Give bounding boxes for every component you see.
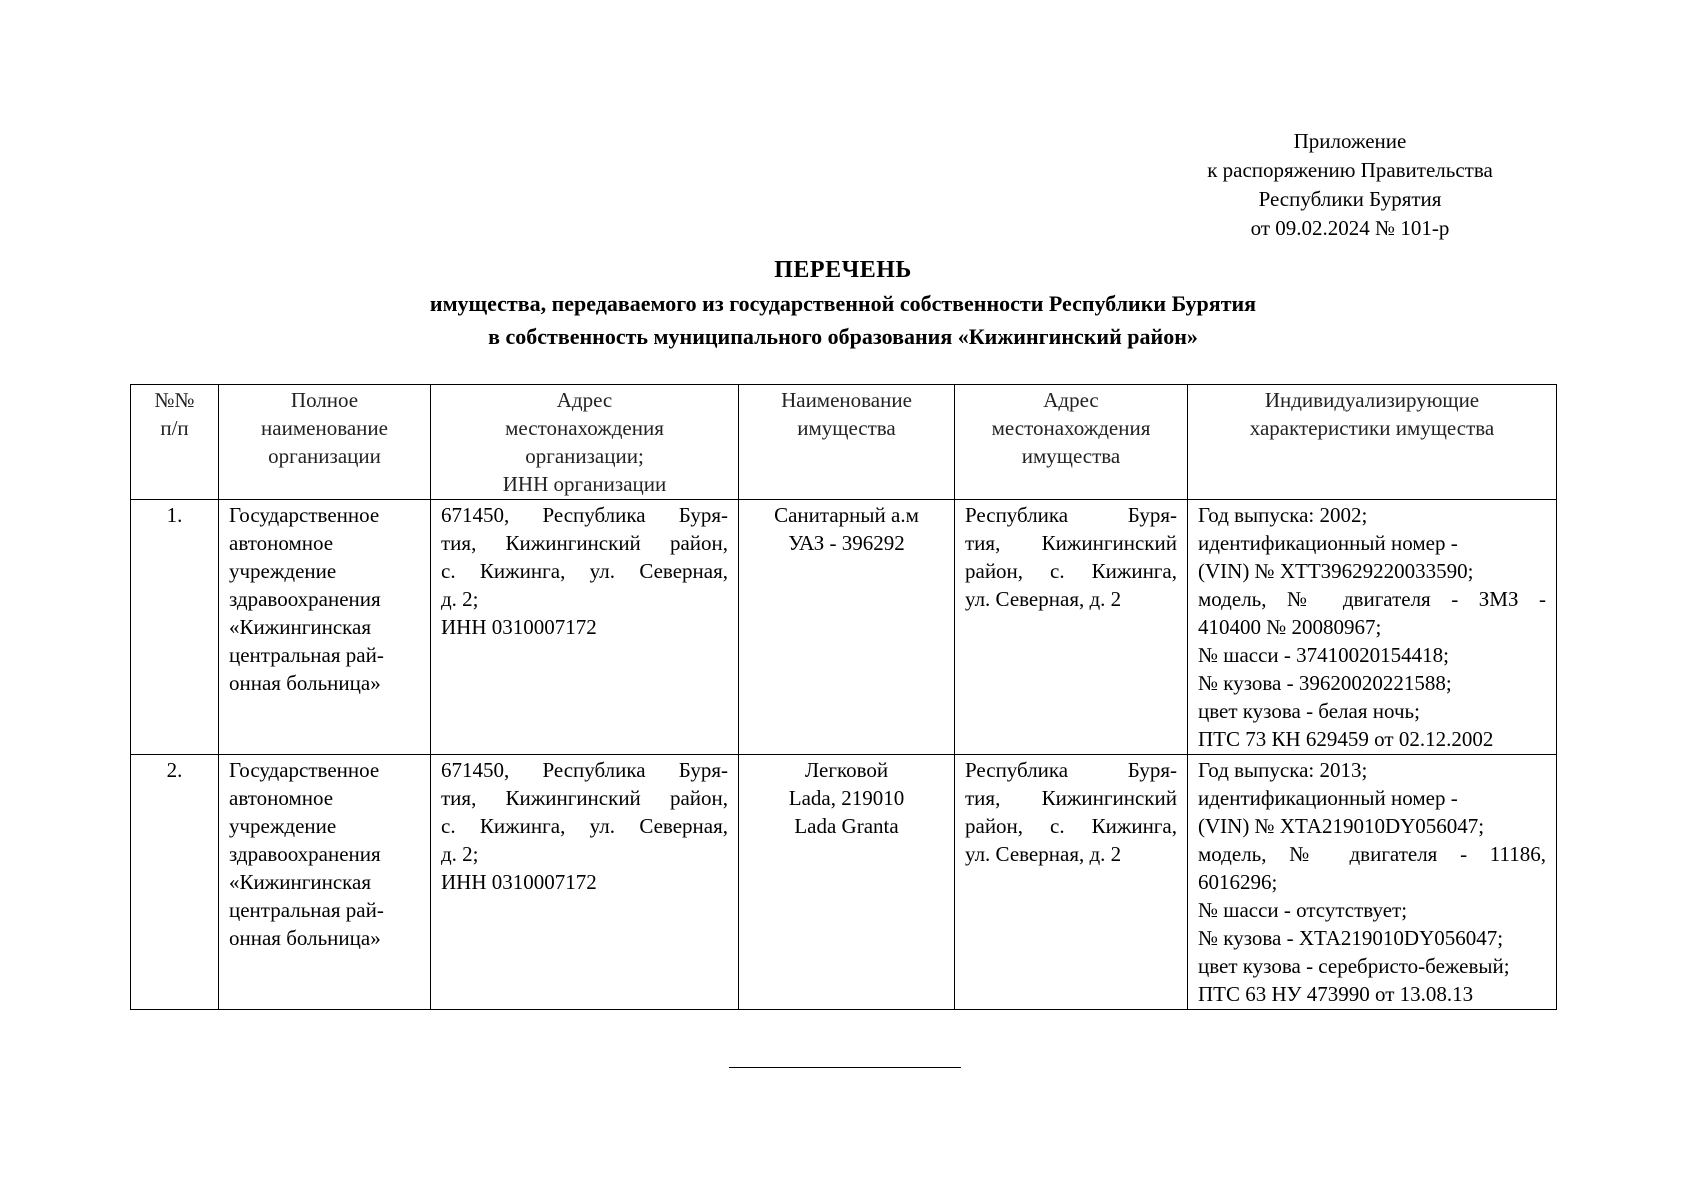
header-text: Адрес: [1043, 388, 1099, 412]
table-row: [131, 500, 1557, 755]
cell-line: учреждение: [229, 559, 337, 583]
property-characteristics: [1188, 755, 1557, 1010]
cell-line: Год выпуска: 2002;: [1198, 503, 1368, 527]
cell-line: учреждение: [229, 814, 337, 838]
row-number: 1.: [131, 500, 219, 755]
cell-line: тия, Кижингинский: [965, 531, 1177, 555]
header-number: [131, 385, 219, 500]
cell-line: тия, Кижингинский: [965, 786, 1177, 810]
table-row: [131, 755, 1557, 1010]
document-title: [130, 254, 1556, 353]
cell-line: ПТС 63 НУ 473990 от 13.08.13: [1198, 982, 1474, 1006]
cell-line: ПТС 73 КН 629459 от 02.12.2002: [1198, 727, 1494, 751]
cell-line: ул. Северная, д. 2: [965, 587, 1122, 611]
header-text: имущества: [1021, 444, 1121, 468]
cell-line: № кузова - 39620020221588;: [1198, 671, 1452, 695]
header-text: Индивидуализирующие: [1264, 388, 1480, 412]
property-characteristics: [1188, 500, 1557, 755]
cell-line: Lada, 219010: [788, 786, 905, 810]
property-name: [739, 755, 955, 1010]
organization-name: [219, 500, 431, 755]
cell-line: онная больница»: [229, 926, 381, 950]
header-property-location: [955, 385, 1188, 500]
header-text: организации: [268, 444, 381, 468]
header-text: ИНН организации: [502, 472, 667, 496]
cell-line: Государственное: [229, 503, 380, 527]
header-text: Наименование: [781, 388, 912, 412]
cell-line: (VIN) № ХТТ39629220033590;: [1198, 559, 1474, 583]
header-text: №№: [154, 388, 195, 412]
header-text: местонахождения: [505, 416, 664, 440]
header-text: организации;: [525, 444, 644, 468]
cell-line: Санитарный а.м: [774, 503, 919, 527]
cell-line: № шасси - отсутствует;: [1198, 898, 1408, 922]
cell-line: «Кижингинская: [229, 870, 372, 894]
header-characteristics: [1188, 385, 1557, 500]
cell-line: онная больница»: [229, 671, 381, 695]
cell-line: Год выпуска: 2013;: [1198, 758, 1368, 782]
cell-line: Легковой: [804, 758, 889, 782]
appendix-line: Республики Бурятия: [1258, 187, 1442, 211]
organization-address: [431, 755, 739, 1010]
header-organization-name: [219, 385, 431, 500]
title-subtitle-line: имущества, передаваемого из государственной собственности Республики Бурятия: [429, 291, 1257, 316]
header-property-name: [739, 385, 955, 500]
title-subtitle-line: в собственность муниципального образования «Кижингинский район»: [488, 324, 1198, 349]
cell-line: Республика Буря-: [965, 503, 1177, 527]
cell-line: здравоохранения: [229, 842, 381, 866]
organization-name: [219, 755, 431, 1010]
cell-line: № кузова - ХТА219010DY056047;: [1198, 926, 1504, 950]
title-main: ПЕРЕЧЕНЬ: [774, 257, 912, 283]
cell-line: идентификационный номер -: [1198, 786, 1458, 810]
header-text: местонахождения: [991, 416, 1151, 440]
cell-line: тия, Кижингинский район,: [441, 786, 728, 810]
appendix-line: от 09.02.2024 № 101-р: [1250, 216, 1450, 240]
organization-address: [431, 500, 739, 755]
cell-line: ул. Северная, д. 2: [965, 842, 1122, 866]
cell-line: с. Кижинга, ул. Северная,: [441, 814, 728, 838]
property-table: [130, 384, 1557, 1010]
cell-line: 410400 № 20080967;: [1198, 615, 1382, 639]
cell-line: ИНН 0310007172: [441, 615, 597, 639]
header-organization-address: [431, 385, 739, 500]
table-header-row: [131, 385, 1557, 500]
property-location: [955, 500, 1188, 755]
end-divider: [729, 1067, 961, 1068]
cell-line: с. Кижинга, ул. Северная,: [441, 559, 728, 583]
cell-line: «Кижингинская: [229, 615, 372, 639]
row-number: 2.: [131, 755, 219, 1010]
cell-line: д. 2;: [441, 842, 479, 866]
header-text: Адрес: [556, 388, 613, 412]
cell-line: модель, № двигателя - ЗМЗ -: [1198, 587, 1546, 611]
cell-line: УАЗ - 396292: [788, 531, 905, 555]
cell-line: идентификационный номер -: [1198, 531, 1458, 555]
header-text: характеристики имущества: [1249, 416, 1495, 440]
cell-line: 671450, Республика Буря-: [441, 503, 728, 527]
cell-line: цвет кузова - серебристо-бежевый;: [1198, 954, 1510, 978]
cell-line: д. 2;: [441, 587, 479, 611]
cell-line: Республика Буря-: [965, 758, 1177, 782]
property-location: [955, 755, 1188, 1010]
cell-line: тия, Кижингинский район,: [441, 531, 728, 555]
cell-line: цвет кузова - белая ночь;: [1198, 699, 1420, 723]
cell-line: 6016296;: [1198, 870, 1278, 894]
cell-line: здравоохранения: [229, 587, 381, 611]
cell-line: 671450, Республика Буря-: [441, 758, 728, 782]
cell-line: автономное: [229, 531, 334, 555]
appendix-block: [1150, 127, 1550, 243]
cell-line: район, с. Кижинга,: [965, 559, 1177, 583]
property-name: [739, 500, 955, 755]
cell-line: центральная рай-: [229, 898, 384, 922]
appendix-line: к распоряжению Правительства: [1207, 158, 1493, 182]
header-text: Полное: [290, 388, 359, 412]
cell-line: район, с. Кижинга,: [965, 814, 1177, 838]
cell-line: ИНН 0310007172: [441, 870, 597, 894]
cell-line: № шасси - 37410020154418;: [1198, 643, 1449, 667]
cell-line: Lada Granta: [794, 814, 899, 838]
header-text: наименование: [261, 416, 388, 440]
header-text: имущества: [797, 416, 896, 440]
cell-line: автономное: [229, 786, 334, 810]
cell-line: Государственное: [229, 758, 380, 782]
header-text: п/п: [160, 416, 189, 440]
appendix-line: Приложение: [1293, 129, 1407, 153]
cell-line: (VIN) № ХТА219010DY056047;: [1198, 814, 1485, 838]
cell-line: модель, № двигателя - 11186,: [1198, 842, 1546, 866]
cell-line: центральная рай-: [229, 643, 384, 667]
